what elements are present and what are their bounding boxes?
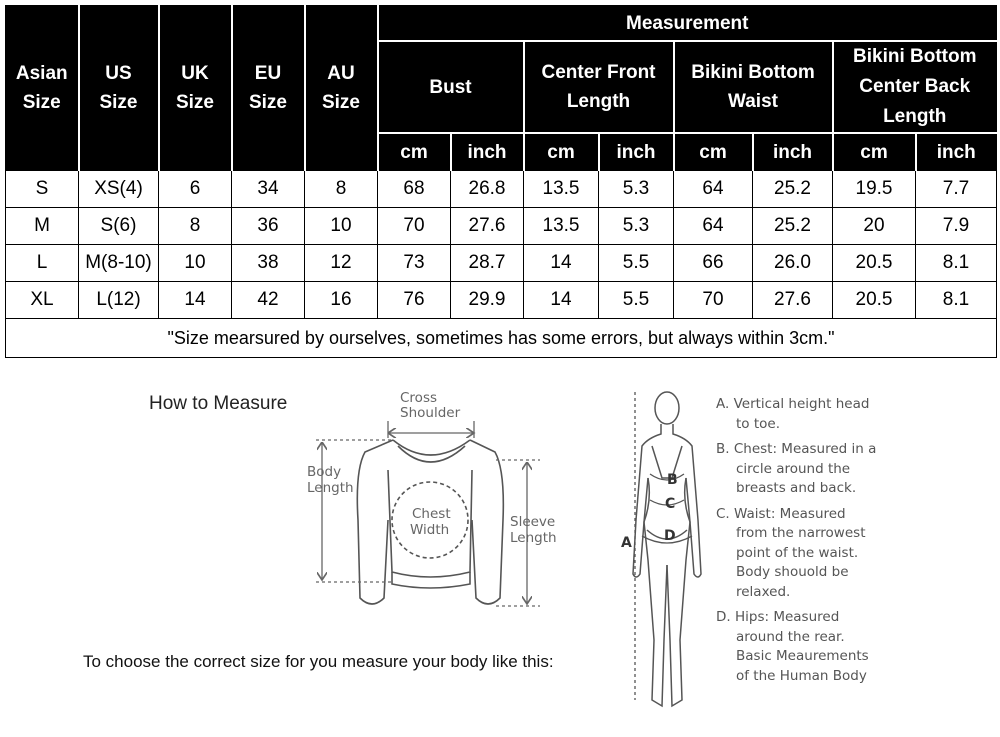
- table-cell: 19.5: [833, 171, 916, 208]
- table-cell: M(8-10): [79, 245, 159, 282]
- marker-a: A: [621, 535, 632, 551]
- table-cell: 8: [159, 208, 232, 245]
- table-cell: 16: [305, 282, 378, 319]
- table-cell: 5.5: [599, 245, 674, 282]
- table-cell: 29.9: [451, 282, 524, 319]
- table-cell: 28.7: [451, 245, 524, 282]
- marker-b: B: [667, 472, 678, 488]
- table-cell: 27.6: [753, 282, 833, 319]
- table-cell: 76: [378, 282, 451, 319]
- body-length-label-1: Body: [307, 464, 342, 480]
- legend-item-d: D. Hips: Measured around the rear. Basic Meaurements of the Human Body: [716, 609, 869, 684]
- table-cell: 5.3: [599, 171, 674, 208]
- legend-item-b: B. Chest: Measured in a circle around the breasts and back.: [716, 441, 877, 496]
- legend-item-a: A. Vertical height head to toe.: [716, 396, 870, 432]
- table-cell: L(12): [79, 282, 159, 319]
- size-note: "Size mearsured by ourselves, sometimes has some errors, but always within 3cm.": [6, 319, 997, 358]
- header-measurement: Measurement: [378, 6, 997, 42]
- table-cell: M: [6, 208, 79, 245]
- sleeve-length-label-1: Sleeve: [510, 514, 556, 530]
- table-cell: 8: [305, 171, 378, 208]
- table-cell: 20: [833, 208, 916, 245]
- table-cell: 20.5: [833, 245, 916, 282]
- table-cell: 25.2: [753, 208, 833, 245]
- unit-inch: inch: [451, 133, 524, 171]
- table-cell: 10: [305, 208, 378, 245]
- table-cell: 70: [378, 208, 451, 245]
- table-cell: S: [6, 171, 79, 208]
- chest-width-label-2: Width: [410, 522, 450, 538]
- header-center-front-length: Center Front Length: [524, 41, 674, 133]
- table-cell: 66: [674, 245, 753, 282]
- chest-width-label-1: Chest: [412, 506, 451, 522]
- table-cell: 73: [378, 245, 451, 282]
- marker-d: D: [664, 528, 676, 544]
- header-eu-size: EU Size: [232, 6, 305, 171]
- table-cell: S(6): [79, 208, 159, 245]
- table-cell: 12: [305, 245, 378, 282]
- header-bikini-bottom-waist: Bikini Bottom Waist: [674, 41, 833, 133]
- unit-cm: cm: [833, 133, 916, 171]
- table-cell: 34: [232, 171, 305, 208]
- table-cell: 26.8: [451, 171, 524, 208]
- table-cell: 38: [232, 245, 305, 282]
- unit-inch: inch: [753, 133, 833, 171]
- how-to-measure-title: How to Measure: [149, 393, 288, 414]
- table-cell: 26.0: [753, 245, 833, 282]
- table-cell: 64: [674, 208, 753, 245]
- unit-inch: inch: [916, 133, 997, 171]
- table-cell: 5.5: [599, 282, 674, 319]
- header-us-size: US Size: [79, 6, 159, 171]
- table-cell: 6: [159, 171, 232, 208]
- table-cell: 27.6: [451, 208, 524, 245]
- body-length-label-2: Length: [307, 480, 354, 496]
- table-cell: 13.5: [524, 208, 599, 245]
- table-cell: 70: [674, 282, 753, 319]
- table-cell: 10: [159, 245, 232, 282]
- header-bikini-bottom-center-back-length: Bikini Bottom Center Back Length: [833, 41, 997, 133]
- table-cell: 7.9: [916, 208, 997, 245]
- table-cell: 36: [232, 208, 305, 245]
- table-cell: XL: [6, 282, 79, 319]
- table-cell: 14: [524, 245, 599, 282]
- table-cell: 14: [524, 282, 599, 319]
- header-uk-size: UK Size: [159, 6, 232, 171]
- unit-cm: cm: [378, 133, 451, 171]
- table-cell: 20.5: [833, 282, 916, 319]
- table-cell: 25.2: [753, 171, 833, 208]
- table-cell: XS(4): [79, 171, 159, 208]
- header-asian-size: Asian Size: [6, 6, 79, 171]
- table-cell: 7.7: [916, 171, 997, 208]
- table-cell: 68: [378, 171, 451, 208]
- body-figure: [633, 392, 701, 706]
- marker-c: C: [665, 496, 676, 512]
- cross-shoulder-label-1: Cross: [400, 390, 438, 406]
- table-cell: 42: [232, 282, 305, 319]
- table-cell: L: [6, 245, 79, 282]
- unit-cm: cm: [674, 133, 753, 171]
- table-cell: 8.1: [916, 282, 997, 319]
- table-cell: 5.3: [599, 208, 674, 245]
- table-cell: 64: [674, 171, 753, 208]
- measurement-legend: [716, 395, 906, 692]
- table-cell: 14: [159, 282, 232, 319]
- legend-item-c: C. Waist: Measured from the narrowest point of the waist. Body shouold be relaxed.: [716, 505, 866, 600]
- table-cell: 8.1: [916, 245, 997, 282]
- unit-cm: cm: [524, 133, 599, 171]
- cross-shoulder-label-2: Shoulder: [400, 405, 461, 421]
- table-cell: 13.5: [524, 171, 599, 208]
- header-bust: Bust: [378, 41, 524, 133]
- header-au-size: AU Size: [305, 6, 378, 171]
- sleeve-length-label-2: Length: [510, 530, 557, 546]
- unit-inch: inch: [599, 133, 674, 171]
- choose-size-instruction: To choose the correct size for you measure your body like this:: [83, 652, 554, 671]
